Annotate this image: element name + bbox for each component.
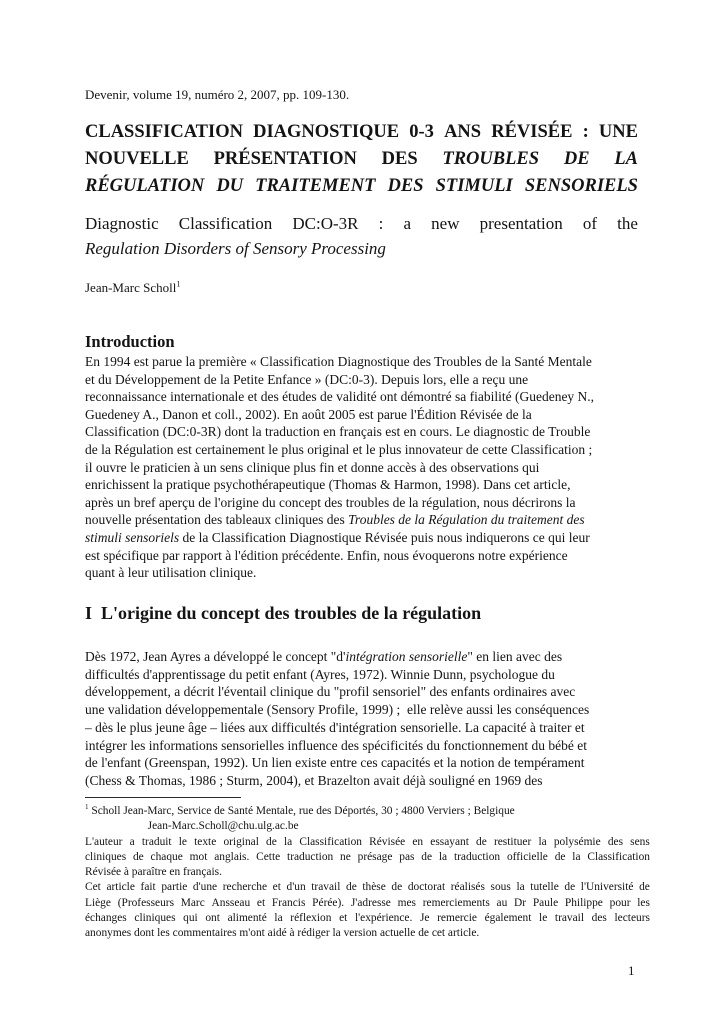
text-line: est spécifique par rapport à l'édition précédente. Enfin, nous évoquerons notre expérience <box>85 547 568 563</box>
text-line: – dès le plus jeune âge – liées aux difficultés d'intégration sensorielle. La capacité à traiter et <box>85 719 585 735</box>
text-line: intégrer les informations sensorielles influence des spécificités du fonctionnement du bébé et <box>85 737 587 753</box>
text-line: nouvelle présentation des tableaux cliniques des Troubles de la Régulation du traitement des <box>85 512 585 528</box>
text-line: de la Régulation est certainement le plus original et le plus innovateur de cette Classification ; <box>85 441 593 457</box>
text-line: il ouvre le praticien à un sens clinique plus fin et donne accès à des observations qui <box>85 459 540 475</box>
text-line: $^1$ Scholl Jean-Marc, Service de Santé Mentale, rue des Déportés, 30 ; 4800 Verviers ; Belgique <box>85 803 515 817</box>
text-line: anonymes dont les commentaires m'ont aidé à rédiger la version actuelle de cet article. <box>85 927 480 940</box>
text-line: stimuli sensoriels de la Classification Diagnostique Révisée puis nous indiquerons ce qui leur <box>85 529 590 545</box>
text-line: Cet article fait partie d'une recherche et d'un travail de thèse de doctorat réalisés sous la tutelle de l'Université de <box>85 881 650 894</box>
text-line: (Chess & Thomas, 1986 ; Sturm, 2004), et Brazelton avait déjà souligné en 1969 des <box>85 772 543 788</box>
article-title-french <box>85 119 638 200</box>
text-line: quant à leur utilisation clinique. <box>85 565 257 581</box>
text-line: CLASSIFICATION DIAGNOSTIQUE 0-3 ANS RÉVISÉE : UNE <box>85 122 638 142</box>
introduction-paragraph <box>85 353 638 582</box>
text-line: Diagnostic Classification DC:O-3R : a new presentation of the <box>85 214 638 233</box>
footnote-paragraph-translation-note <box>85 835 650 881</box>
footnote-paragraph-acknowledgements <box>85 880 650 941</box>
text-line: après un bref aperçu de l'origine du concept des troubles de la régulation, nous décrirons la <box>85 494 576 510</box>
text-line: de l'enfant (Greenspan, 1992). Un lien existe entre ces capacités et la notion de tempérament <box>85 755 585 771</box>
footnote-block <box>85 804 650 942</box>
text-line: reconnaissance internationale et des études de validité ont démontré sa fiabilité (Guedeney N., <box>85 389 595 405</box>
text-line: Révisée à paraître en français. <box>85 866 222 879</box>
origin-of-concept-paragraph <box>85 648 638 790</box>
footnote-divider <box>85 797 241 798</box>
text-line: Classification (DC:0-3R) dont la traduction en français est en cours. Le diagnostic de Trouble <box>85 424 591 440</box>
text-line: En 1994 est parue la première « Classification Diagnostique des Troubles de la Santé Mentale <box>85 354 592 369</box>
text-line: NOUVELLE PRÉSENTATION DES TROUBLES DE LA <box>85 149 638 169</box>
text-line: Regulation Disorders of Sensory Processing <box>85 239 386 258</box>
text-line: et du Développement de la Petite Enfance » (DC:0-3). Depuis lors, elle a reçu une <box>85 371 529 387</box>
text-line: Liège (Professeurs Marc Ansseau et Francis Pérée). J'adresse mes remerciements au Dr Paule Philippe pour les <box>85 896 650 909</box>
author-line: Jean-Marc Scholl$^1$ <box>85 279 181 295</box>
text-line: développement, a décrit l'éventail clinique du "profil sensoriel" des enfants ordinaires avec <box>85 684 576 700</box>
text-line: Guedeney A., Danon et coll., 2002). En août 2005 est parue l'Édition Révisée de la <box>85 406 532 422</box>
text-line: Dès 1972, Jean Ayres a développé le concept "d'intégration sensorielle" en lien avec des <box>85 649 563 664</box>
text-line: L'auteur a traduit le texte original de la Classification Révisée en essayant de restituer la polysémie des sens <box>85 835 650 848</box>
section-heading-origin-of-concept: I L'origine du concept des troubles de la régulation <box>85 603 482 623</box>
page-number: 1 <box>628 963 635 978</box>
text-line: une validation développementale (Sensory Profile, 1999) ; elle relève aussi les conséquences <box>85 702 590 718</box>
section-heading-introduction: Introduction <box>85 332 175 351</box>
text-line: enrichissent la pratique psychothérapeutique (Thomas & Harmon, 1998). Dans cet article, <box>85 477 571 493</box>
text-line: difficultés d'apprentissage du petit enfant (Ayres, 1972). Winnie Dunn, psychologue du <box>85 666 555 682</box>
text-line: échanges cliniques qui ont alimenté la réflexion et l'expérience. Je remercie également le travail des lecteurs <box>85 912 650 925</box>
text-line: Jean-Marc.Scholl@chu.ulg.ac.be <box>85 820 299 833</box>
text-line: RÉGULATION DU TRAITEMENT DES STIMULI SENSORIELS <box>85 176 638 196</box>
footnote-paragraph-author-address <box>85 804 650 835</box>
article-title-english <box>85 211 638 261</box>
journal-reference-line: Devenir, volume 19, numéro 2, 2007, pp. 109-130. <box>85 87 350 102</box>
text-line: cliniques de chaque mot anglais. Cette traduction ne présage pas de la traduction officielle de la Classification <box>85 850 650 863</box>
